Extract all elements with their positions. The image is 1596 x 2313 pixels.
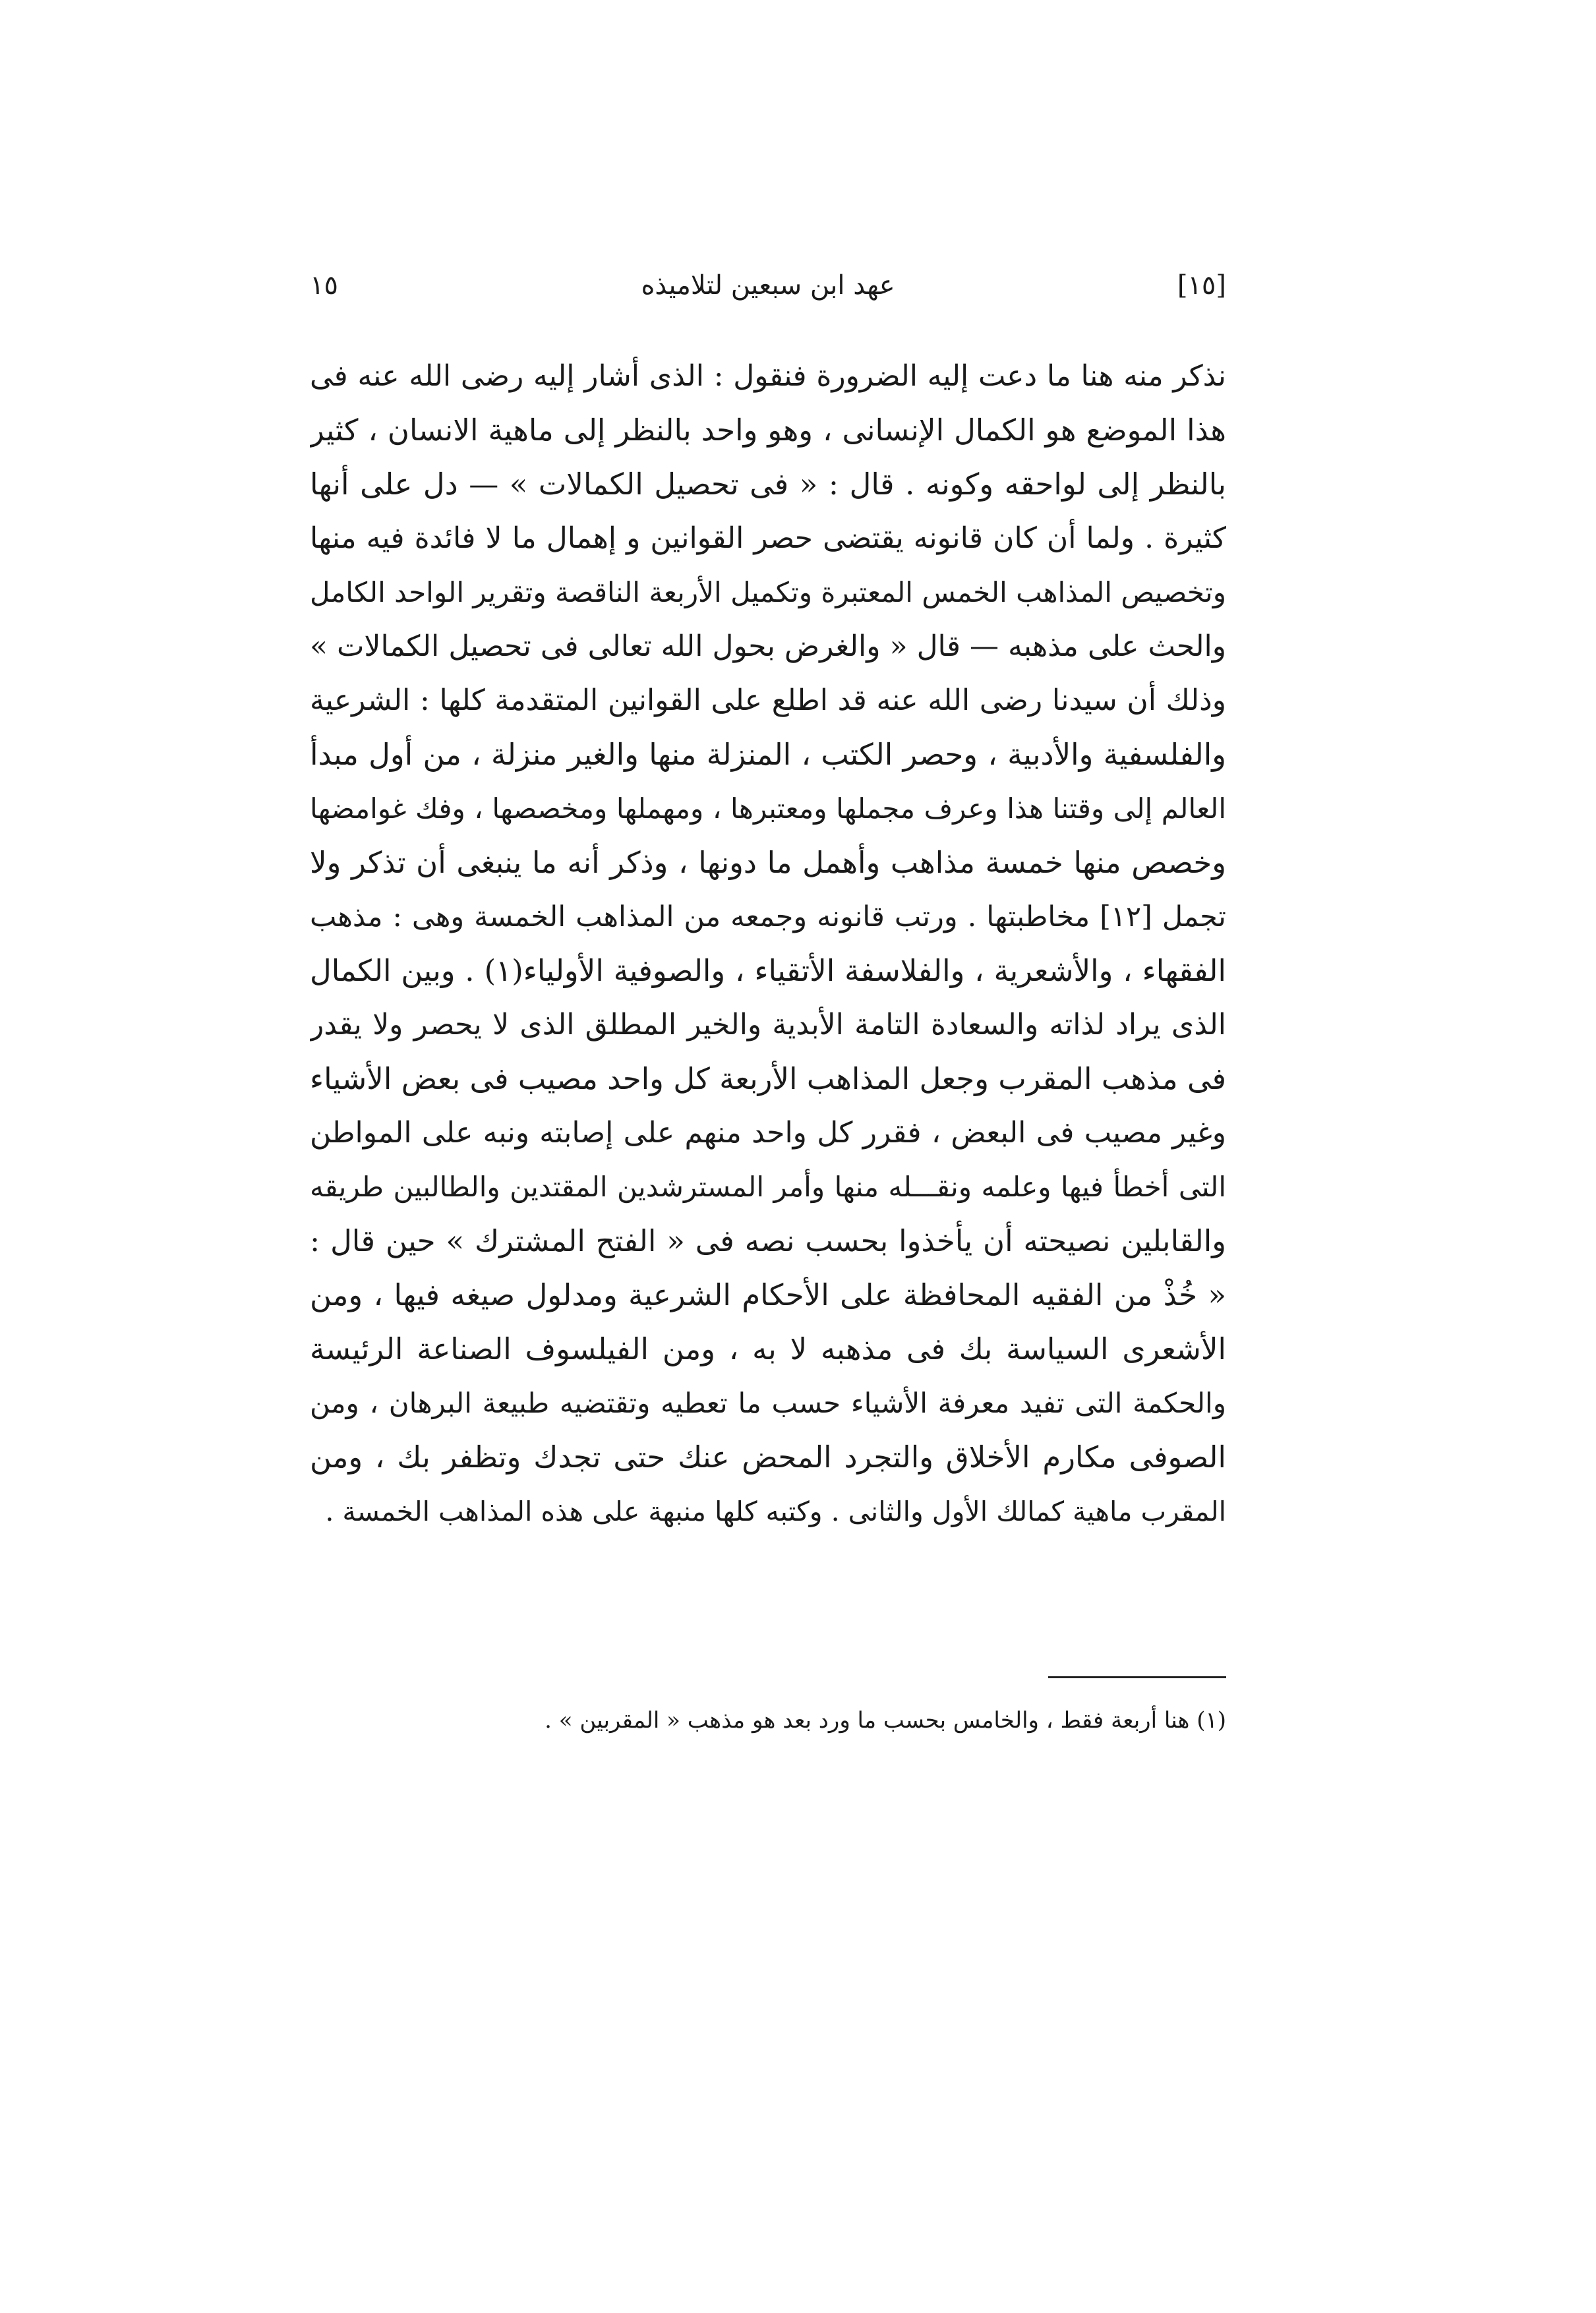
text-line: العالم إلى وقتنا هذا وعرف مجملها ومعتبرها ، ومهملها ومخصصها ، وفك غوامضها xyxy=(310,792,1226,825)
text-line: والحكمة التى تفيد معرفة الأشياء حسب ما تعطيه وتقتضيه طبيعة البرهان ، ومن xyxy=(310,1387,1226,1419)
text-line: والقابلين نصيحته أن يأخذوا بحسب نصه فى « الفتح المشترك » حين قال : xyxy=(310,1223,1226,1258)
text-line: والحث على مذهبه — قال « والغرض بحول الله تعالى فى تحصيل الكمالات » xyxy=(310,629,1226,663)
text-line: فى مذهب المقرب وجعل المذاهب الأربعة كل واحد مصيب فى بعض الأشياء xyxy=(310,1061,1226,1096)
text-line: هذا الموضع هو الكمال الإنسانى ، وهو واحد بالنظر إلى ماهية الانسان ، كثير xyxy=(310,413,1226,448)
text-line: وذلك أن سيدنا رضى الله عنه قد اطلع على القوانين المتقدمة كلها : الشرعية xyxy=(310,684,1226,717)
text-line: التى أخطأ فيها وعلمه ونقـــله منها وأمر المسترشدين المقتدين والطالبين طريقه xyxy=(310,1171,1226,1203)
text-line: نذكر منه هنا ما دعت إليه الضرورة فنقول : الذى أشار إليه رضى الله عنه فى xyxy=(310,359,1226,393)
page-header xyxy=(310,270,1226,323)
page-reference: [١٥] xyxy=(1177,270,1226,301)
running-title: عهد ابن سبعين لتلاميذه xyxy=(641,270,895,301)
text-line: الصوفى مكارم الأخلاق والتجرد المحض عنك حتى تجدك وتظفر بك ، ومن xyxy=(310,1440,1226,1475)
text-line: بالنظر إلى لواحقه وكونه . قال : « فى تحصيل الكمالات » — دل على أنها xyxy=(310,467,1226,502)
text-line: الفقهاء ، والأشعرية ، والفلاسفة الأتقياء ، والصوفية الأولياء(١) . وبين الكمال xyxy=(310,953,1226,988)
text-line: وتخصيص المذاهب الخمس المعتبرة وتكميل الأربعة الناقصة وتقرير الواحد الكامل xyxy=(310,576,1226,608)
footnote: (١) هنا أربعة فقط ، والخامس بحسب ما ورد بعد هو مذهب « المقربين » . xyxy=(545,1707,1226,1734)
text-line: تجمل [١٢] مخاطبتها . ورتب قانونه وجمعه من المذاهب الخمسة وهى : مذهب xyxy=(310,900,1226,933)
footnote-divider xyxy=(1048,1676,1226,1678)
text-line: والفلسفية والأدبية ، وحصر الكتب ، المنزلة منها والغير منزلة ، من أول مبدأ xyxy=(310,737,1226,772)
text-line: كثيرة . ولما أن كان قانونه يقتضى حصر القوانين و إهمال ما لا فائدة فيه منها xyxy=(310,521,1226,555)
text-line: المقرب ماهية كمالك الأول والثانى . وكتبه كلها منبهة على هذه المذاهب الخمسة . xyxy=(325,1496,1226,1527)
text-line: « خُذْ من الفقيه المحافظة على الأحكام الشرعية ومدلول صيغه فيها ، ومن xyxy=(310,1277,1226,1312)
text-line: وغير مصيب فى البعض ، فقرر كل واحد منهم على إصابته ونبه على المواطن xyxy=(310,1116,1226,1150)
page-number: ١٥ xyxy=(310,270,338,301)
text-line: الأشعرى السياسة بك فى مذهبه لا به ، ومن الفيلسوف الصناعة الرئيسة xyxy=(310,1332,1226,1366)
text-line: وخصص منها خمسة مذاهب وأهمل ما دونها ، وذكر أنه ما ينبغى أن تذكر ولا xyxy=(310,845,1226,880)
body-text xyxy=(310,349,1226,1538)
text-line: الذى يراد لذاته والسعادة التامة الأبدية والخير المطلق الذى لا يحصر ولا يقدر xyxy=(310,1008,1226,1041)
